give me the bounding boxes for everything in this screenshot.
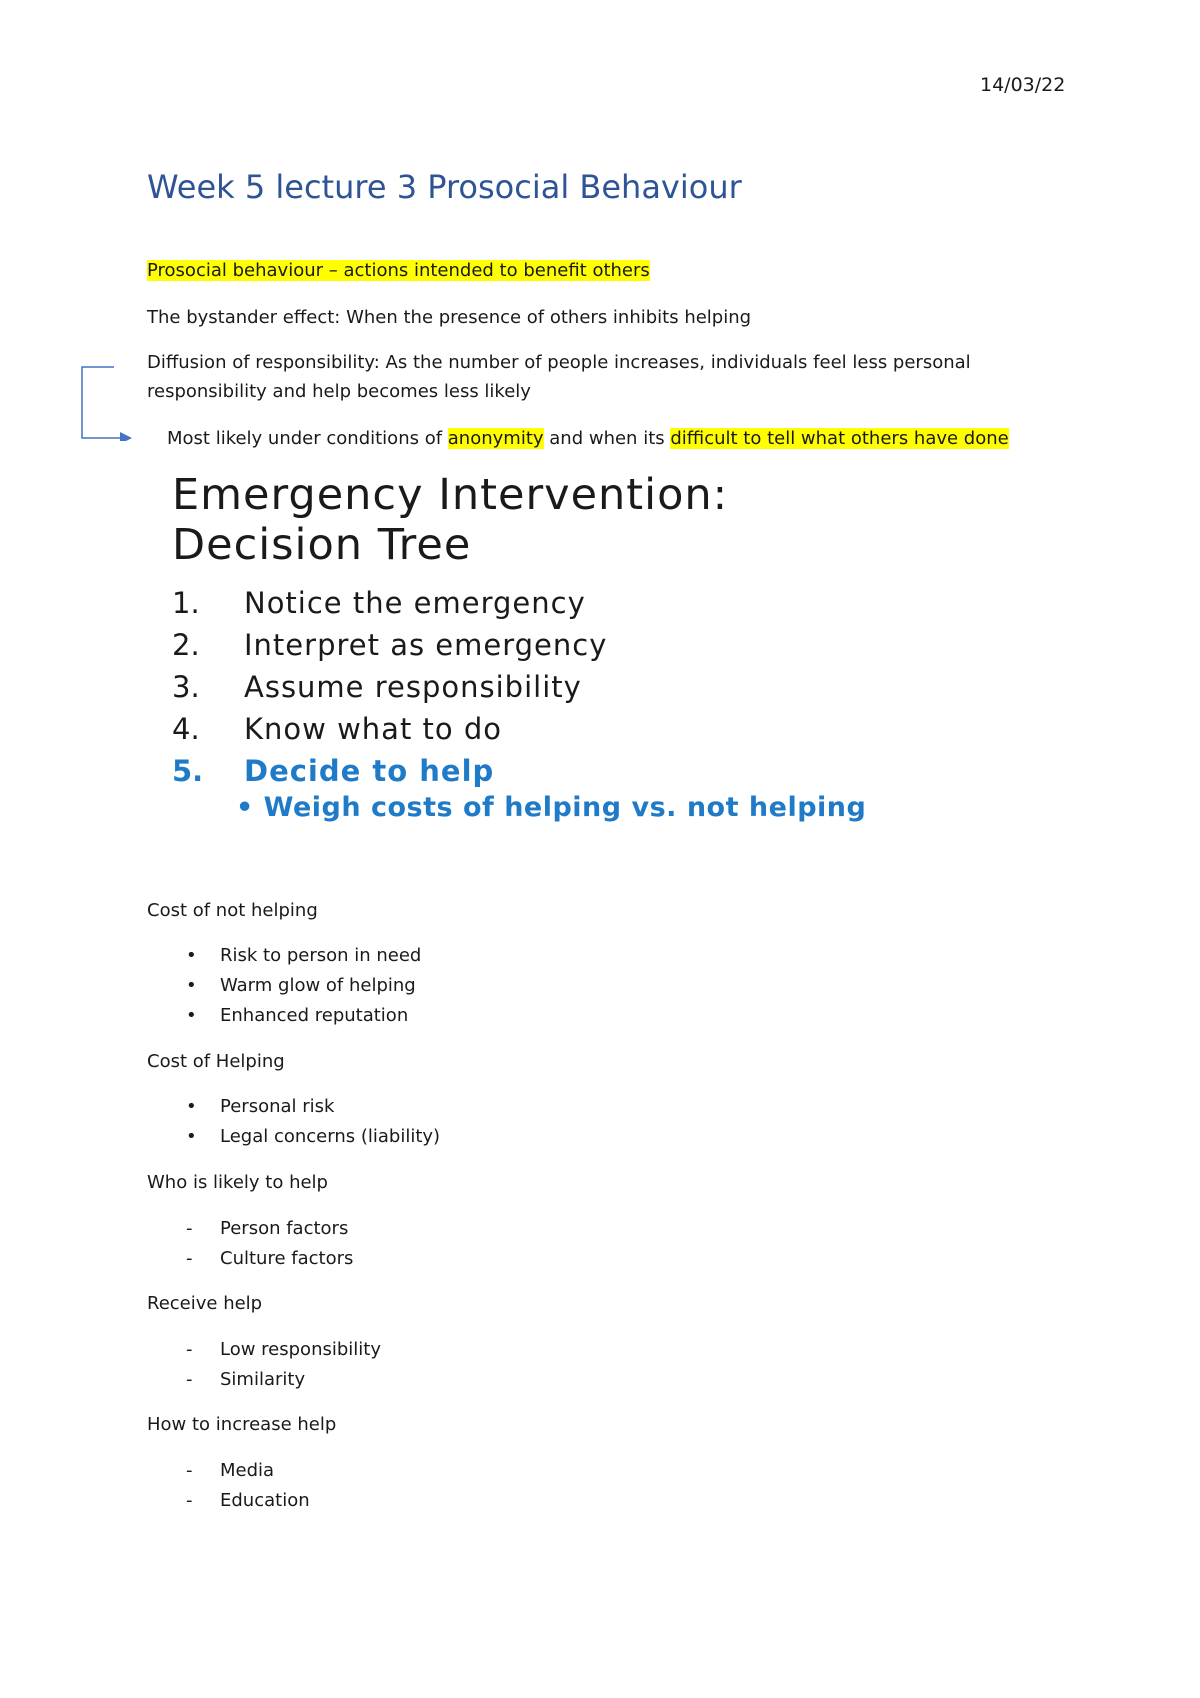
bracket-arrow-icon: [80, 365, 132, 441]
definition-line: [147, 256, 650, 286]
likely-line: Most likely under conditions of anonymity and when its difficult to tell what others have done: [167, 428, 1009, 449]
section-heading: Receive help: [147, 1293, 263, 1314]
page-title: Week 5 lecture 3 Prosocial Behaviour: [147, 168, 742, 206]
section-heading: Who is likely to help: [147, 1172, 328, 1193]
highlighted-definition: Prosocial behaviour – actions intended to benefit others: [147, 260, 650, 281]
diffusion-line-1: Diffusion of responsibility: As the number of people increases, individuals feel less personal: [147, 352, 971, 373]
section-heading: Cost of not helping: [147, 900, 318, 921]
highlight-anonymity: anonymity: [447, 428, 544, 449]
slide-sub-bullet: • Weigh costs of helping vs. not helping: [236, 792, 867, 823]
document-date: 14/03/22: [980, 74, 1066, 96]
section-heading: How to increase help: [147, 1414, 337, 1435]
section-heading: Cost of Helping: [147, 1051, 285, 1072]
slide-heading: Emergency Intervention: Decision Tree: [172, 470, 729, 570]
diffusion-line-2: responsibility and help becomes less likely: [147, 381, 531, 402]
highlight-difficult: difficult to tell what others have done: [670, 428, 1009, 449]
bystander-line: The bystander effect: When the presence of others inhibits helping: [147, 307, 752, 328]
